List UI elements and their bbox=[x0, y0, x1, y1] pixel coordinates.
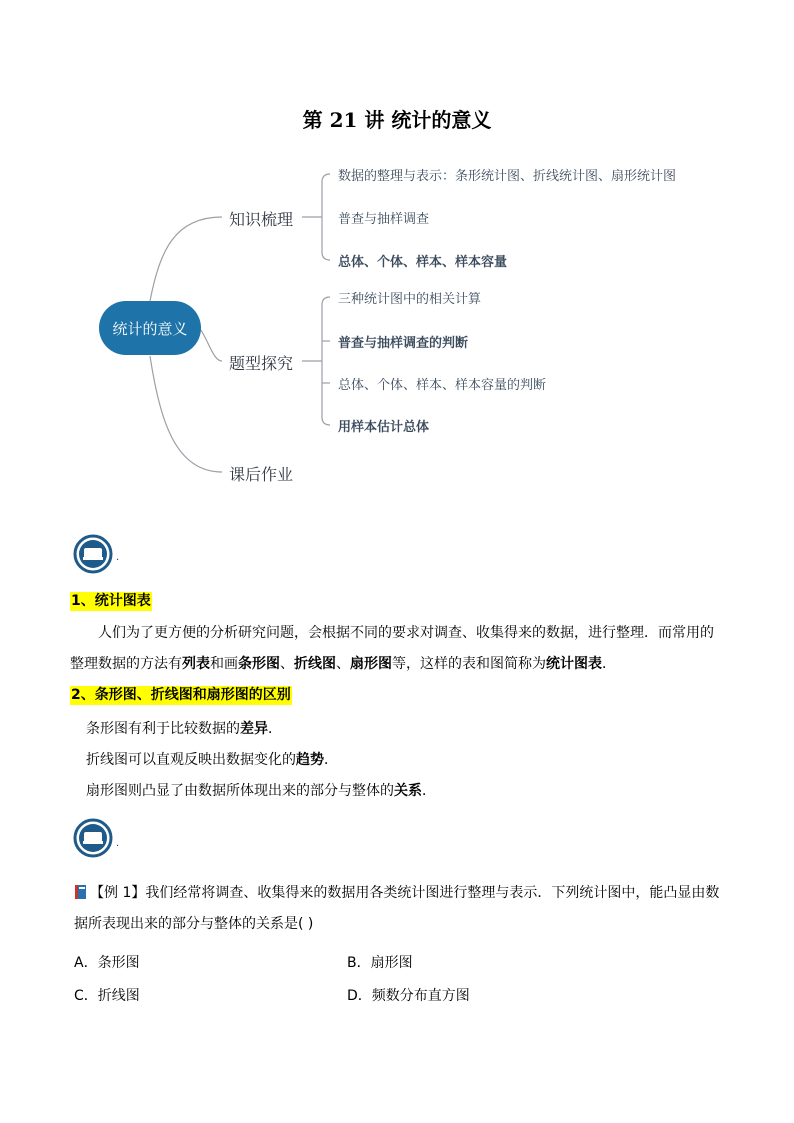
branch-knowledge: 知识梳理 bbox=[229, 210, 294, 229]
leaf-item: 总体、个体、样本、样本容量的判断 bbox=[338, 378, 547, 393]
chart-diff-line: 条形图有利于比较数据的差异． bbox=[86, 721, 282, 737]
page-title: 第 21 讲 统计的意义 bbox=[302, 108, 492, 132]
section1-paragraph: 人们为了更方便的分析研究问题，会根据不同的要求对调查、收集得来的数据，进行整理．而常用的整理数据的方法有列表和画条形图、折线图、扇形图等，这样的表和图简称为统计图表． bbox=[70, 625, 714, 672]
section-heading: 1、统计图表 bbox=[71, 593, 151, 609]
leaf-item: 普查与抽样调查 bbox=[338, 212, 430, 227]
branch-homework: 课后作业 bbox=[229, 465, 294, 484]
badge-mark: . bbox=[116, 552, 120, 563]
mindmap-root: 统计的意义 bbox=[99, 301, 201, 355]
chart-diff-line: 扇形图则凸显了由数据所体现出来的部分与整体的关系． bbox=[86, 783, 436, 799]
option-d: D．频数分布直方图 bbox=[347, 988, 470, 1004]
leaf-item: 总体、个体、样本、样本容量 bbox=[338, 255, 508, 270]
leaf-item: 数据的整理与表示：条形统计图、折线统计图、扇形统计图 bbox=[338, 169, 677, 184]
option-c: C．折线图 bbox=[74, 988, 140, 1004]
option-b: B．扇形图 bbox=[347, 955, 413, 971]
badge-mark: . bbox=[116, 838, 120, 849]
book-icon bbox=[74, 884, 88, 900]
section-heading: 2、条形图、折线图和扇形图的区别 bbox=[71, 687, 291, 703]
leaf-item: 用样本估计总体 bbox=[338, 420, 430, 435]
example-question: 【例 1】我们经常将调查、收集得来的数据用各类统计图进行整理与表示．下列统计图中，能凸显由数据所表现出来的部分与整体的关系是( ) bbox=[74, 885, 720, 932]
leaf-item: 普查与抽样调查的判断 bbox=[338, 336, 469, 351]
option-a: A．条形图 bbox=[74, 955, 140, 971]
leaf-item: 三种统计图中的相关计算 bbox=[338, 292, 482, 307]
knowledge-badge-icon bbox=[73, 534, 113, 574]
chart-diff-line: 折线图可以直观反映出数据变化的趋势． bbox=[86, 752, 338, 768]
branch-question-types: 题型探究 bbox=[229, 354, 294, 373]
example-badge-icon bbox=[73, 818, 113, 858]
